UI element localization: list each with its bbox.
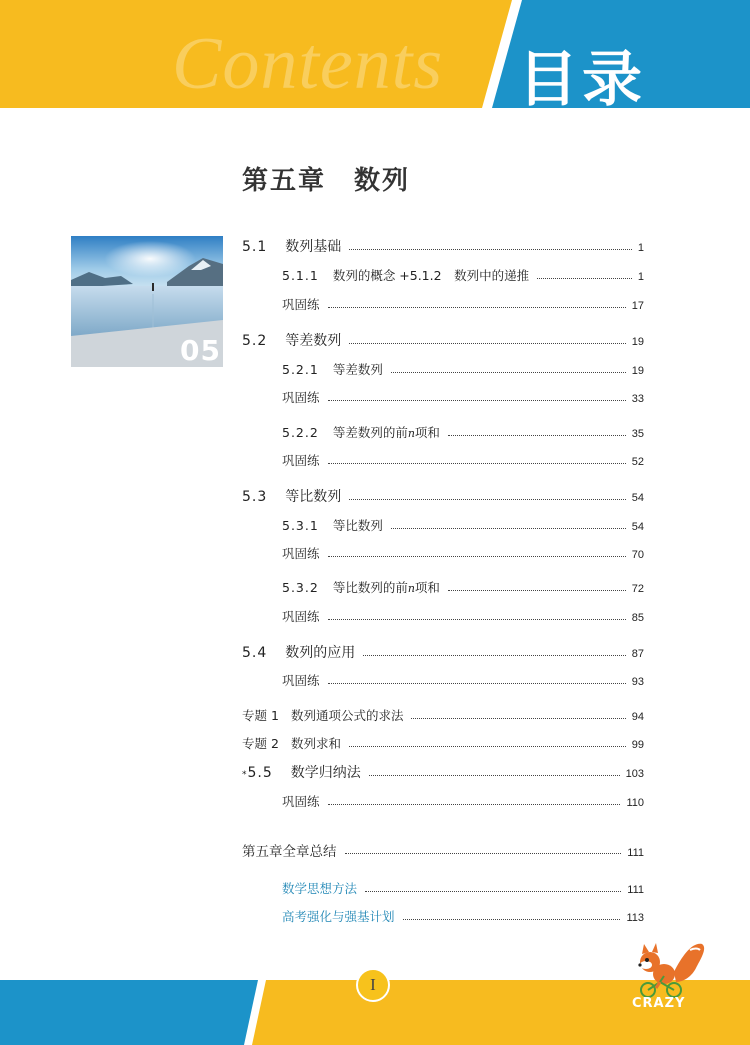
- toc-label: 巩固练: [282, 609, 320, 624]
- toc-entry-practice-1[interactable]: [282, 295, 644, 313]
- toc-entry-5-2-1[interactable]: [282, 360, 644, 378]
- toc-entry-5-2[interactable]: [242, 330, 644, 350]
- toc-entry-5-2-2[interactable]: [282, 423, 644, 441]
- toc-label: 巩固练: [282, 673, 320, 688]
- toc-label-variable: n: [407, 427, 415, 440]
- toc-entry-5-3[interactable]: [242, 486, 644, 506]
- toc-page: 1: [637, 271, 644, 283]
- toc-label: 数学归纳法: [290, 765, 361, 781]
- toc-entry-5-3-2[interactable]: [282, 578, 644, 596]
- leader-dots: [349, 343, 625, 344]
- toc-entry-practice-2[interactable]: [282, 388, 644, 406]
- toc-entry-5-1[interactable]: [242, 236, 644, 256]
- leader-dots: [411, 718, 625, 719]
- toc-label: 数列基础: [285, 239, 342, 255]
- toc-entry-5-4[interactable]: [242, 642, 644, 662]
- toc-label: 数列的概念 +5.1.2 数列中的递推: [332, 268, 530, 283]
- leader-dots: [349, 499, 625, 500]
- toc-number: 专题 1: [242, 708, 279, 723]
- leader-dots: [363, 655, 625, 656]
- toc-label: 数列求和: [290, 736, 341, 751]
- chapter-number: 05: [180, 334, 221, 367]
- toc-page: 85: [631, 612, 644, 624]
- toc-page: 103: [625, 768, 644, 780]
- leader-dots: [328, 463, 626, 464]
- toc-page: 72: [631, 583, 644, 595]
- toc-entry-summary[interactable]: [242, 840, 644, 860]
- toc-label: 高考强化与强基计划: [282, 909, 395, 924]
- toc-label: 巩固练: [282, 546, 320, 561]
- leader-dots: [448, 435, 626, 436]
- toc-page: 111: [627, 884, 644, 896]
- toc-page: 17: [631, 300, 644, 312]
- toc-number: 5.3.2: [282, 580, 319, 595]
- toc-page: 19: [631, 365, 644, 377]
- toc-page: 113: [626, 912, 644, 924]
- leader-dots: [349, 746, 626, 747]
- toc-page: 52: [631, 456, 644, 468]
- toc-label: 巩固练: [282, 794, 320, 809]
- toc-page: 87: [631, 648, 644, 660]
- chapter-photo: [71, 236, 223, 367]
- toc-label: 等差数列: [332, 362, 383, 377]
- toc-label: 项和: [414, 425, 440, 440]
- toc-label: 巩固练: [282, 453, 320, 468]
- toc-number: 5.1: [242, 239, 268, 255]
- toc-entry-5-3-1[interactable]: [282, 516, 644, 534]
- toc-page: 93: [631, 676, 644, 688]
- contents-watermark: Contents: [172, 23, 444, 105]
- toc-number: 5.3.1: [282, 518, 319, 533]
- toc-page: 110: [626, 797, 644, 809]
- toc-label: 巩固练: [282, 390, 320, 405]
- leader-dots: [391, 528, 626, 529]
- toc-page: 54: [631, 521, 644, 533]
- toc-number: 5.1.1: [282, 268, 319, 283]
- toc-label: 第五章全章总结: [242, 844, 337, 860]
- toc-entry-methods[interactable]: [282, 879, 644, 897]
- toc-page: 1: [637, 242, 644, 254]
- leader-dots: [328, 400, 626, 401]
- leader-dots: [365, 891, 621, 892]
- toc-entry-practice-5[interactable]: [282, 607, 644, 625]
- toc-label-variable: n: [407, 582, 415, 595]
- toc-number: 5.2: [242, 333, 268, 349]
- toc-page: 99: [631, 739, 644, 751]
- toc-label: 等比数列: [332, 518, 383, 533]
- leader-dots: [345, 853, 622, 854]
- page-number-badge: I: [356, 968, 390, 1002]
- mascot-label: CRAZY: [632, 996, 686, 1011]
- toc-number: 5.2.1: [282, 362, 319, 377]
- toc-number: 5.5: [247, 765, 273, 781]
- toc-number: 5.3: [242, 489, 268, 505]
- toc-entry-topic-2[interactable]: [242, 734, 644, 752]
- toc-entry-practice-4[interactable]: [282, 544, 644, 562]
- leader-dots: [328, 804, 621, 805]
- toc-entry-practice-7[interactable]: [282, 792, 644, 810]
- leader-dots: [328, 619, 626, 620]
- toc-label: 等比数列的前: [332, 580, 408, 595]
- toc-entry-practice-6[interactable]: [282, 671, 644, 689]
- toc-label: 项和: [414, 580, 440, 595]
- chapter-title: 第五章 数列: [242, 166, 411, 196]
- toc-page: 35: [631, 428, 644, 440]
- toc-label: 数列的应用: [285, 645, 356, 661]
- toc-page: 111: [627, 847, 644, 859]
- toc-label: 等比数列: [285, 489, 342, 505]
- toc-entry-practice-3[interactable]: [282, 451, 644, 469]
- toc-label: 巩固练: [282, 297, 320, 312]
- toc-entry-5-5[interactable]: [242, 762, 644, 782]
- toc-entry-topic-1[interactable]: [242, 706, 644, 724]
- optional-marker: *: [242, 770, 247, 780]
- leader-dots: [328, 683, 626, 684]
- toc-entry-5-1-1[interactable]: [282, 266, 644, 284]
- toc-label: 等差数列: [285, 333, 342, 349]
- toc-entry-exam[interactable]: [282, 907, 644, 925]
- toc-number: 5.4: [242, 645, 268, 661]
- leader-dots: [448, 590, 626, 591]
- toc-number: 5.2.2: [282, 425, 319, 440]
- leader-dots: [328, 556, 626, 557]
- leader-dots: [369, 775, 620, 776]
- leader-dots: [391, 372, 626, 373]
- toc-label: 数学思想方法: [282, 881, 358, 896]
- page-title: 目录: [518, 45, 646, 115]
- toc-page: 54: [631, 492, 644, 504]
- leader-dots: [537, 278, 632, 279]
- toc-label: 等差数列的前: [332, 425, 408, 440]
- toc-page: 33: [631, 393, 644, 405]
- leader-dots: [403, 919, 621, 920]
- toc-page: 94: [631, 711, 644, 723]
- leader-dots: [328, 307, 626, 308]
- toc-label: 数列通项公式的求法: [290, 708, 404, 723]
- toc-number: 专题 2: [242, 736, 279, 751]
- toc-page: 19: [631, 336, 644, 348]
- leader-dots: [349, 249, 632, 250]
- toc-page: 70: [631, 549, 644, 561]
